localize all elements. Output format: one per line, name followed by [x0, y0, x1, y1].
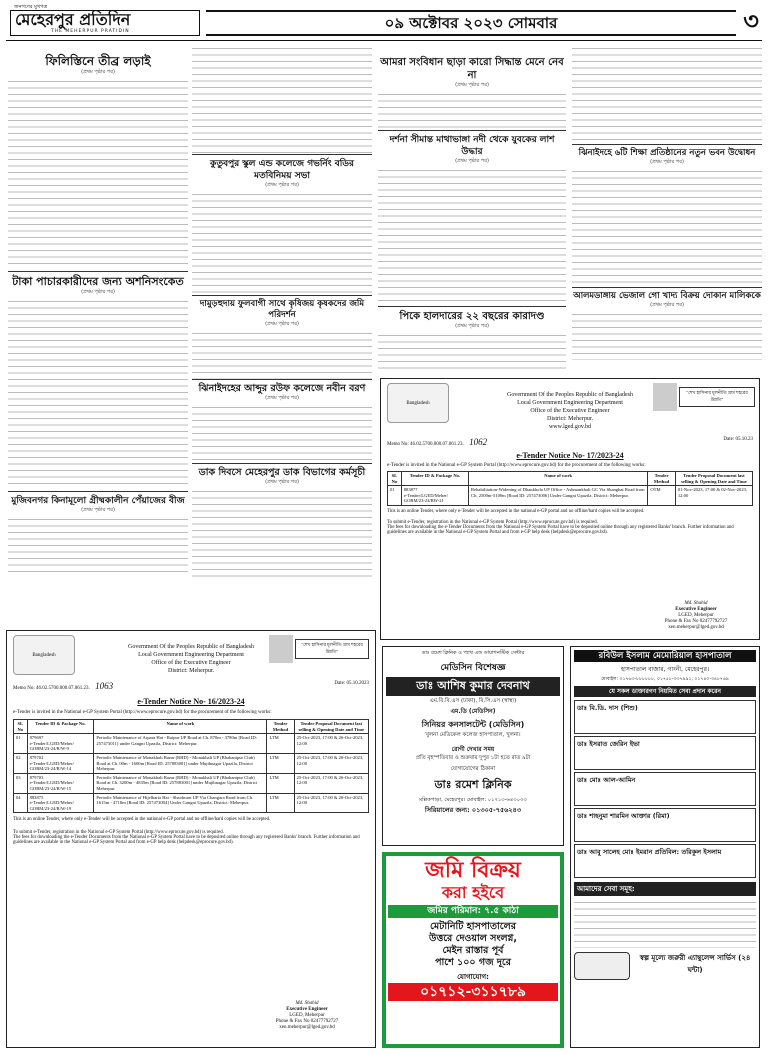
tender-notice-17: [380, 378, 760, 640]
continued-note: (প্রথম পৃষ্ঠার পর): [650, 159, 684, 165]
services-list: [574, 898, 756, 948]
memo-date: Date: 05.10.2023: [334, 681, 369, 686]
masthead-logo: [10, 10, 200, 36]
gov-name: Government Of the Peoples Republic of Bangladesh: [128, 644, 254, 650]
lged-logo: Bangladesh: [13, 635, 75, 675]
doctor-ad: [382, 646, 564, 846]
clinic-serial: সিরিয়ালের জন্য: ০১৩০৫-৭৫৬২৪৩: [424, 806, 522, 814]
land-location-4: পাশে ১০০ গজ দূরে: [435, 957, 511, 968]
table-header: SL No: [388, 472, 402, 486]
article-body: [192, 487, 372, 577]
tender-table: [387, 471, 753, 506]
motto: "শেখ হাসিনার মূলনীতি গ্রাম শহরের উন্নতি": [295, 639, 369, 659]
memo: Memo No: 46.02.5700.000.07.061.23.: [13, 686, 90, 691]
hospital-phone: মোবাইল: ০১৭৬৩-৮৮৮৮৮৮, ০১৭৫৮-৩৩৭৯৯১, ০১৭৪০-৩৪৮৭৬৯: [601, 677, 729, 682]
table-cell: 02: [14, 753, 28, 773]
table-cell: Periodic Maintenance of Arpara Hat - Raipur UP Road at Ch. 870m - 3780m [Road ID: 257473011] under Gangni Upazila, District: Meherpur.: [94, 734, 267, 754]
sig-email: xen.meherpur@lged.gov.bd: [668, 625, 724, 630]
doctor-ad-top: ডাঃ রমেশ ক্লিনিক ও প্যাথ এন্ড ডায়াগনস্টিক সেন্টার: [421, 650, 525, 656]
land-location-3: মেইন রাস্তার পূর্ব: [442, 945, 504, 956]
motto: "শেখ হাসিনার মূলনীতি গ্রাম শহরের উন্নতি": [679, 387, 755, 407]
table-cell: Periodic Maintenance of Monakhali Bazar (RHD) - Monakhali UP (Bhabanipur Club) Road at Ch. 3200m - 4835m [Road ID: 257883001] under Mujibnagar Upazila, District Meherpur.: [94, 773, 267, 793]
doctor-entry: ডাঃ ইসরাত জেরিন ইভা: [574, 736, 756, 770]
tender-submit: To submit e-Tender, registration in the National e-GP System Portal (http://www.eprocure.gov.bd) is required.: [387, 519, 598, 525]
headline-onion: মুজিবনগর কিনামূলো গ্রীষ্মকালীন পেঁয়াজের বীজ: [8, 491, 188, 507]
sig-phone: Phone & Fax No 02477792727: [275, 1019, 339, 1024]
hospital-address: হাসপাতাল বাজার, গাংনী, মেহেরপুর।: [620, 666, 710, 673]
article-body: [572, 310, 762, 360]
table-row: [14, 793, 369, 813]
memo: Memo No: 46.02.5700.000.07.061.23.: [387, 442, 464, 447]
sig-office: LGED, Meherpur: [678, 613, 714, 618]
table-header: Tender ID & Package No.: [401, 472, 468, 486]
doctor-contact-heading: যোগাযোগের ঠিকানা: [450, 766, 496, 772]
doctor-degree: এম.বি.বি.এস (ঢাকা), বি.সি.এস (স্বাস্থ্য): [429, 698, 517, 704]
article-body: [8, 515, 188, 575]
table-cell: 879703 e-Tender/LGED/Meher/ GOBM/23-24/R/W-15: [27, 773, 94, 793]
doctor-list: [574, 700, 756, 878]
clinic-address: মল্লিকপাড়া, মেহেরপুর। মোবাইল: ০১৭১৩-৬৪৩০৩৩: [419, 797, 527, 803]
table-cell: 879702 e-Tender/LGED/Meher/ GOBM/23-24/R/W-14: [27, 753, 94, 773]
table-header: Tender Proposal Document last selling & Opening Date and Time: [675, 472, 752, 486]
continued-note: (প্রথম পৃষ্ঠার পর): [455, 82, 489, 88]
signer: Md. Shahid: [295, 1001, 319, 1006]
land-phone: ০১৭১২-৩১১৭৮৯: [388, 983, 558, 1001]
land-contact: যোগাযোগ:: [457, 973, 489, 981]
table-cell: LTM: [267, 753, 294, 773]
gov-name: Government Of the Peoples Republic of Bangladesh: [507, 392, 633, 398]
hospital-ad: [570, 646, 760, 1048]
article-body: [8, 77, 188, 267]
table-cell: LTM: [267, 793, 294, 813]
continued-note: (প্রথম পৃষ্ঠার পর): [650, 302, 684, 308]
headline-alamdanga: আলমডাঙ্গায় ভেজাল গো খাদ্য বিক্রয় দোকান মালিককে: [572, 287, 762, 302]
table-cell: 01-Nov-2023, 17:00 & 02-Nov-2023, 12:00: [675, 486, 752, 506]
right-column-a: [378, 44, 566, 374]
sig-title: Executive Engineer: [675, 607, 717, 612]
continued-note: (প্রথম পৃষ্ঠার পর): [265, 182, 299, 188]
headline-jhenaidah-buildings: ঝিনাইদহে ৬টি শিক্ষা প্রতিষ্ঠানের নতুন ভবন উদ্বোধন: [572, 144, 762, 159]
continued-note: (প্রথম পৃষ্ঠার পর): [265, 395, 299, 401]
table-cell: Periodic Maintenance of Hijelbaria Hat - Shaolmari UP Via Changara Road from Ch. 1615m - 4718m [Road ID: 257473004] Under Gangni Upazila, District: Meherpur.: [94, 793, 267, 813]
table-cell: 01: [388, 486, 402, 506]
district: District: Meherpur.: [547, 416, 593, 422]
sig-title: Executive Engineer: [286, 1007, 328, 1012]
continued-note: (প্রথম পৃষ্ঠার পর): [455, 323, 489, 329]
headline-post: ডাক দিবসে মেহেরপুর ডাক বিভাগের কর্মসূচী: [192, 463, 372, 479]
masthead-date: ০৯ অক্টোবর ২০২৩ সোমবার: [384, 14, 558, 32]
memo-date: Date: 05.10.23: [723, 437, 753, 442]
doctor-entry: ডাঃ শাহনুমা শারমিন আক্তার (রিমা): [574, 808, 756, 842]
masthead-tagline: জনগণের মুখপত্র: [14, 4, 48, 10]
doctor-spec: মেডিসিন বিশেষজ্ঞ: [440, 663, 506, 673]
clinic-name: ডাঃ রমেশ ক্লিনিক: [434, 778, 512, 791]
masthead-date-bar: [206, 10, 736, 36]
article-body: [378, 90, 566, 130]
article-body: [192, 403, 372, 463]
table-header: Name of work: [94, 720, 267, 734]
table-cell: 883875 e-Tender/LGED/Meher/ GOBM/23-24/R/W-19: [27, 793, 94, 813]
lged-logo: Bangladesh: [387, 383, 449, 423]
doctor-inst: খুলনা মেডিকেল কলেজ হাসপাতাল, খুলনা।: [425, 732, 521, 738]
sig-phone: Phone & Fax No 02477792727: [664, 619, 728, 624]
tender-notice-16: [6, 630, 376, 1048]
headline-kutubpur: কুতুবপুর স্কুল এন্ড কলেজে গভর্নিং বডির মতবিনিময় সভা: [192, 154, 372, 182]
doctor-entry: ডাঃ বি.ডি. দাস (শিশু): [574, 700, 756, 734]
district: District: Meherpur.: [168, 668, 214, 674]
tender-invite: e-Tender is invited in the National e-GP System Portal (http://www.eprocure.gov.bd) for the procurement of the following works:: [13, 710, 272, 715]
tender-table: [13, 719, 369, 813]
table-header: Tender Method: [648, 472, 675, 486]
sig-office: LGED, Meherpur: [289, 1013, 325, 1018]
table-cell: 01: [14, 734, 28, 754]
dept-name: Local Government Engineering Department: [138, 652, 244, 658]
table-cell: 879697 e-Tender/LGED/Meher/ GOBM/23-24/R/W-9: [27, 734, 94, 754]
masthead-name: মেহেরপুর প্রতিদিন: [15, 10, 131, 29]
table-cell: OTM: [648, 486, 675, 506]
tender-title: e-Tender Notice No- 17/2023-24: [516, 451, 624, 460]
article-body: [192, 44, 372, 154]
table-row: [14, 773, 369, 793]
article-body: [8, 297, 188, 487]
article-body: [192, 190, 372, 295]
headline-jhenaidah-college: ঝিনাইদহের আব্দুর রউফ কলেজে নবীন বরণ: [192, 379, 372, 395]
pm-photo: [653, 383, 677, 411]
ambulance-text: স্বল্প মূল্যে জরুরী এ্যাম্বুলেন্স সার্ভিস (২৪ ঘন্টা): [639, 954, 751, 974]
doctor-post: সিনিয়র কনসালটেন্ট (মেডিসিন): [421, 720, 525, 729]
table-cell: 03: [14, 773, 28, 793]
table-row: [14, 734, 369, 754]
page-number: ৩: [743, 7, 759, 35]
tender-title: e-Tender Notice No- 16/2023-24: [137, 697, 245, 706]
doctor-time: প্রতি বৃহস্পতিবার ও শুক্রবার দুপুর ১টা হতে রাত ৯টা: [415, 755, 531, 761]
headline-palestine: ফিলিস্তিনে তীব্র লড়াই: [45, 54, 151, 68]
land-location-1: মেটানিটি হাসপাতালের: [430, 921, 516, 932]
headline-constitution: আমরা সংবিধান ছাড়া কারো সিদ্ধান্ত মেনে নেব না: [380, 57, 564, 81]
headline-money: টাকা পাচারকারীদের জন্য অশনিসংকেত: [8, 271, 188, 289]
land-sub: করা হইবে: [441, 883, 505, 902]
table-cell: Periodic Maintenance of Monakhali Bazar (RHD) - Monakhali UP (Bhabanipur Club) Road at Ch. 00m - 1600m [Road ID: 257883001] under Mujibnagar Upazila, District Meherpur.: [94, 753, 267, 773]
article-body: [378, 331, 566, 371]
article-body: [572, 167, 762, 287]
table-cell: LTM: [267, 734, 294, 754]
headline-darshana-river: দর্শনা সীমান্ত মাথাভাঙ্গা নদী থেকে যুবকের লাশ উদ্ধার: [378, 130, 566, 158]
tender-note: This is an online Tender, where only e-Tender will be accepted in the national e-GP portal and no offline/hard copies will be accepted.: [13, 817, 271, 823]
doctor-entry: ডাঃ আবু সালেহ মোঃ ইমরান প্রতিবিল: তরিকুল ইসলাম: [574, 844, 756, 878]
ambulance-icon: [574, 952, 630, 980]
doctor-time-heading: রোগী দেখার সময়: [451, 746, 495, 753]
table-header: Tender Method: [267, 720, 294, 734]
sig-email: xen.meherpur@lged.gov.bd: [279, 1025, 335, 1030]
doctor-entry: ডাঃ মোঃ আল-আমিন: [574, 772, 756, 806]
hospital-name: রবিউল ইসলাম মেমোরিয়াল হাসপাতাল: [574, 650, 756, 662]
table-header: Name of work: [469, 472, 648, 486]
continued-note: (প্রথম পৃষ্ঠার পর): [81, 69, 115, 75]
table-header: SL No: [14, 720, 28, 734]
article-body: [378, 166, 566, 306]
pm-photo: [269, 635, 293, 663]
masthead-name-en: THE MEHERPUR PRATIDIN: [51, 29, 130, 34]
website: www.lged.gov.bd: [548, 424, 592, 430]
continued-note: (প্রথম পৃষ্ঠার পর): [265, 479, 299, 485]
article-body: [192, 329, 372, 379]
land-sale-ad: [382, 852, 564, 1048]
headline-pk-halder: পিকে হালদারের ২২ বছরের কারাদণ্ড: [378, 306, 566, 323]
left-column: [8, 44, 188, 624]
table-cell: 25-Oct-2023, 17:00 & 26-Oct-2023, 12:00: [294, 734, 368, 754]
office-name: Office of the Executive Engineer: [530, 408, 610, 414]
land-title: জমি বিক্রয়: [425, 858, 521, 883]
continued-note: (প্রথম পৃষ্ঠার পর): [265, 321, 299, 327]
tender-fees: The fees for downloading the e-Tender Documents from the National e-GP System Portal have to be deposited online through any registered Banks' branch. Further information and guidelines are available in the National e-GP System Portal and from e-GP help desk (helpdesk@eprocure.gov.bd).: [387, 524, 734, 535]
tender-submit: To submit e-Tender, registration in the National e-GP System Portal (http://www.eprocure.gov.bd) is required.: [13, 830, 224, 836]
office-name: Office of the Executive Engineer: [151, 660, 231, 666]
table-cell: LTM: [267, 773, 294, 793]
table-row: [388, 486, 753, 506]
headline-damurhuda: দামুড়হুদায় ফুলবাগী সাথে কৃষিজয় কৃষকদের জমি পরিদর্শন: [192, 295, 372, 321]
table-header: Tender ID & Package No.: [27, 720, 94, 734]
table-cell: 25-Oct-2023, 17:00 & 26-Oct-2023, 12:00: [294, 753, 368, 773]
services-heading: আমাদের সেবা সমূহ:: [574, 882, 756, 896]
middle-column: [192, 44, 372, 624]
table-header: Tender Proposal Document last selling & Opening Date and Time: [294, 720, 368, 734]
table-row: [14, 753, 369, 773]
doctor-name: ডাঃ আশিষ কুমার দেবনাথ: [386, 677, 560, 696]
masthead-rule: [6, 40, 762, 41]
continued-note: (প্রথম পৃষ্ঠার পর): [81, 289, 115, 295]
table-cell: 25-Oct-2023, 17:00 & 26-Oct-2023, 12:00: [294, 793, 368, 813]
article-body: [572, 44, 762, 144]
table-cell: 25-Oct-2023, 17:00 & 26-Oct-2023, 12:00: [294, 773, 368, 793]
dept-name: Local Government Engineering Department: [517, 400, 623, 406]
table-cell: 04: [14, 793, 28, 813]
table-cell: Rehabilitation-Widening of Dhankhola UP Office - Ashmankhali GC Via Shanghat Road from Ch. 2500m-5100m [Road ID: 257473006] Under Gangni Upazila, District: Meherpur.: [469, 486, 648, 506]
doctor-md: এম.ডি (মেডিসিন): [450, 708, 496, 715]
tender-fees: The fees for downloading the e-Tender Documents from the National e-GP System Portal have to be deposited online through any registered Banks' branch. Further information and guidelines are available in the National e-GP System Portal and from e-GP help desk (helpdesk@eprocure.gov.bd).: [13, 835, 360, 846]
memo-number: 1063: [95, 681, 114, 691]
land-location-2: উত্তরে দেওয়াল সংলগ্ন,: [429, 933, 517, 944]
tender-invite: e-Tender is invited in the National e-GP System Portal (http://www.eprocure.gov.bd) for the procurement of the following works:: [387, 463, 646, 468]
signer: Md. Shahid: [684, 601, 708, 606]
continued-note: (প্রথম পৃষ্ঠার পর): [455, 158, 489, 164]
tender-note: This is an online Tender, where only e-Tender will be accepted in the national e-GP portal and no offline/hard copies will be accepted.: [387, 508, 645, 514]
hospital-banner: যে সকল ডাক্তারগণ নিয়মিত সেবা প্রদান করেন: [574, 686, 756, 697]
right-column-b: [572, 44, 762, 374]
table-cell: 883877 e-Tender/LGED/Meher/ GOBM/23-24/RW-21: [401, 486, 468, 506]
memo-number: 1062: [469, 437, 488, 447]
land-area: জমির পরিমান: ৭.৫ কাঠা: [388, 905, 558, 918]
continued-note: (প্রথম পৃষ্ঠার পর): [81, 507, 115, 513]
masthead: [6, 4, 762, 38]
